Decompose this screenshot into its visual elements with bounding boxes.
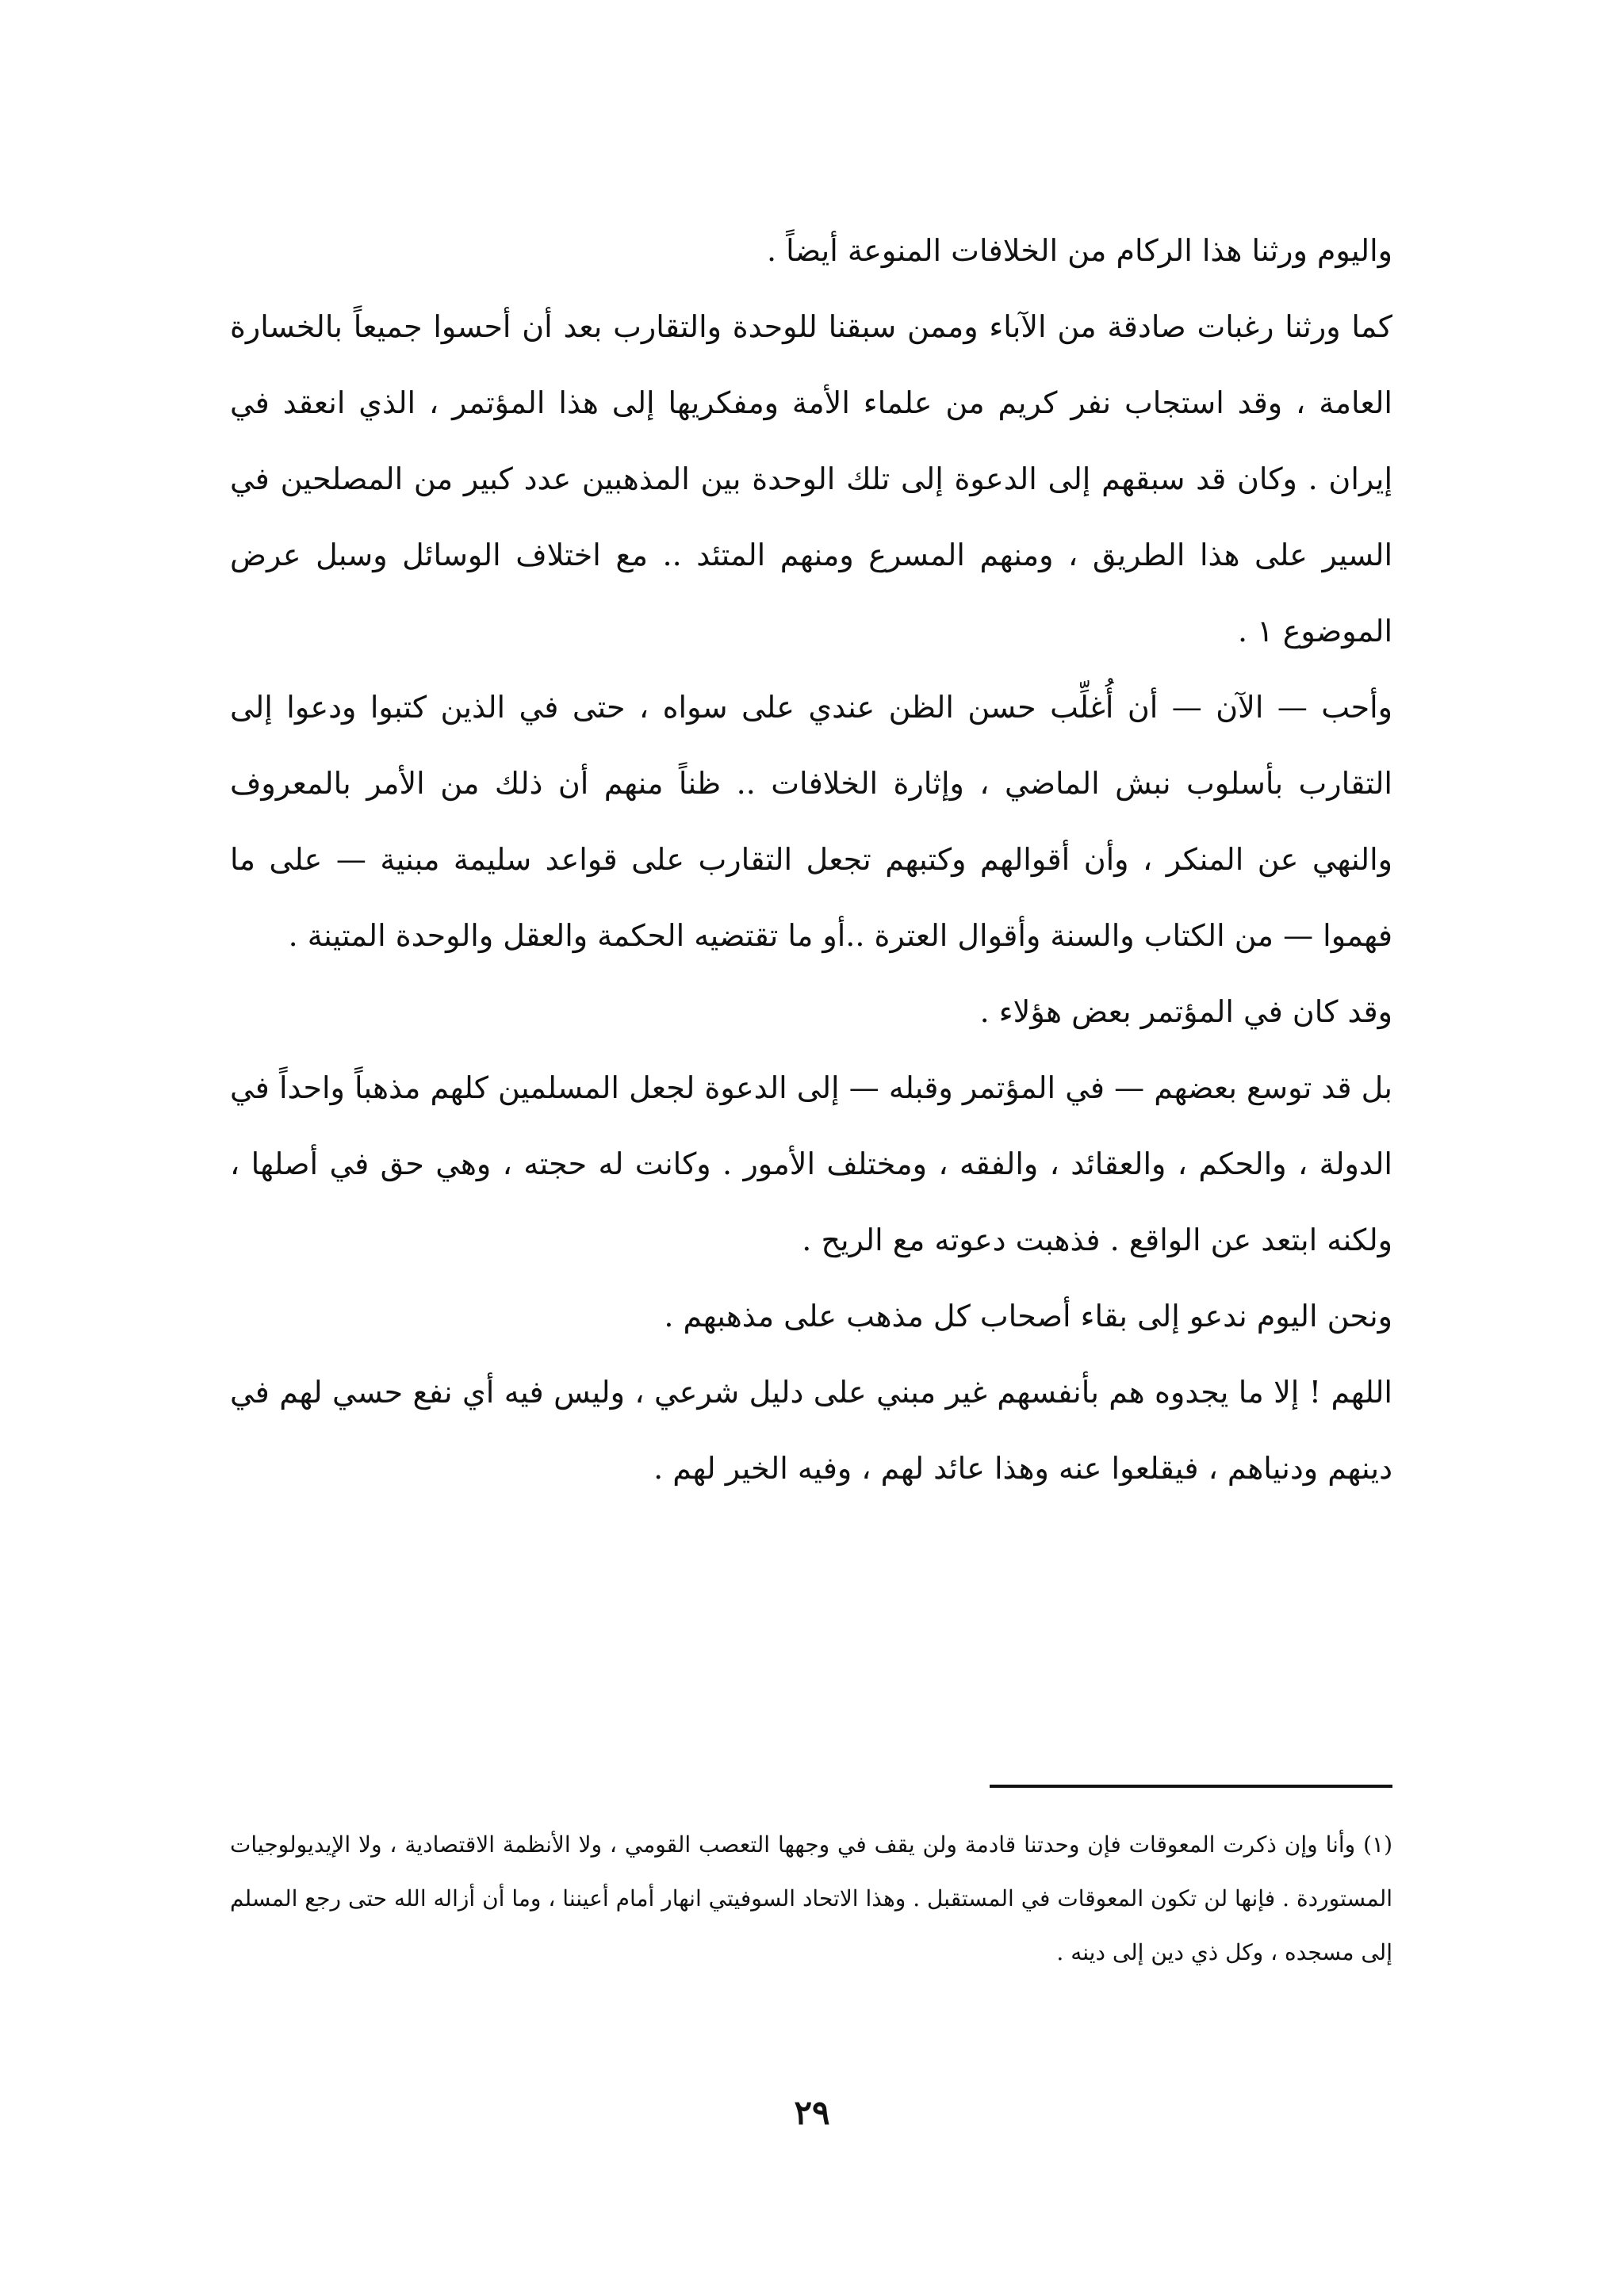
paragraph-7: اللهم ! إلا ما يجدوه هم بأنفسهم غير مبني على دليل شرعي ، وليس فيه أي نفع حسي لهم في دينهم ودنياهم ، فيقلعوا عنه وهذا عائد لهم ، وفيه الخير لهم . bbox=[230, 1375, 1392, 1486]
footnotes bbox=[230, 1818, 1392, 1980]
paragraph-4: وقد كان في المؤتمر بعض هؤلاء . bbox=[979, 994, 1392, 1029]
page-number: ٢٩ bbox=[794, 2093, 830, 2132]
paragraph-5: بل قد توسع بعضهم — في المؤتمر وقبله — إلى الدعوة لجعل المسلمين كلهم مذهباً واحداً في الدولة ، والحكم ، والعقائد ، والفقه ، ومختلف الأمور . وكانت له حجته ، وهي حق في أصلها ، ولكنه ابتعد عن الواقع . فذهبت دعوته مع الريح . bbox=[230, 1070, 1392, 1257]
main-text bbox=[230, 212, 1392, 1506]
footnote-separator bbox=[990, 1785, 1392, 1788]
footnote-1: (١) وأنا وإن ذكرت المعوقات فإن وحدتنا قادمة ولن يقف في وجهها التعصب القومي ، ولا الأنظمة الاقتصادية ، ولا الإيديولوجيات المستوردة . فإنها لن تكون المعوقات في المستقبل . وهذا الاتحاد السوفيتي انهار أمام أعيننا ، وما أن أزاله الله حتى رجع المسلم إلى مسجده ، وكل ذي دين إلى دينه . bbox=[230, 1831, 1393, 1965]
paragraph-3: وأحب — الآن — أن أُغلِّب حسن الظن عندي على سواه ، حتى في الذين كتبوا ودعوا إلى التقارب بأسلوب نبش الماضي ، وإثارة الخلافات .. ظناً منهم أن ذلك من الأمر بالمعروف والنهي عن المنكر ، وأن أقوالهم وكتبهم تجعل التقارب على قواعد سليمة مبنية — على ما فهموا — من الكتاب والسنة وأقوال العترة ..أو ما تقتضيه الحكمة والعقل والوحدة المتينة . bbox=[230, 690, 1392, 953]
paragraph-1: واليوم ورثنا هذا الركام من الخلافات المنوعة أيضاً . bbox=[766, 233, 1392, 268]
paragraph-6: ونحن اليوم ندعو إلى بقاء أصحاب كل مذهب على مذهبهم . bbox=[664, 1299, 1392, 1334]
paragraph-2: كما ورثنا رغبات صادقة من الآباء وممن سبقنا للوحدة والتقارب بعد أن أحسوا جميعاً بالخسارة العامة ، وقد استجاب نفر كريم من علماء الأمة ومفكريها إلى هذا المؤتمر ، الذي انعقد في إيران . وكان قد سبقهم إلى الدعوة إلى تلك الوحدة بين المذهبين عدد كبير من المصلحين في السير على هذا الطريق ، ومنهم المسرع ومنهم المتئد .. مع اختلاف الوسائل وسبل عرض الموضوع ١ . bbox=[230, 309, 1392, 649]
